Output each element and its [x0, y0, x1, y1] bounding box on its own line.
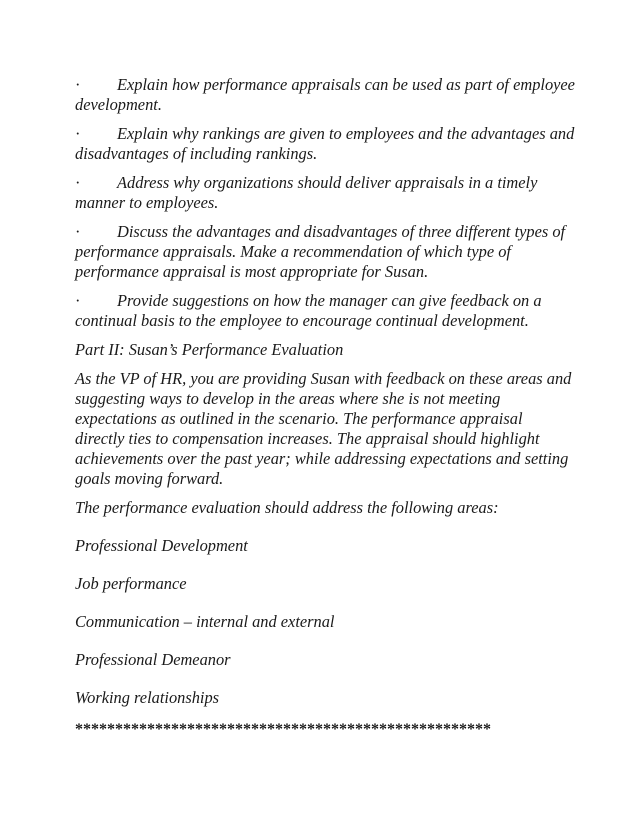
- area-item: Professional Development: [75, 536, 248, 555]
- bullet-text: Address why organizations should deliver appraisals in a timely manner to employees.: [75, 173, 538, 212]
- area-item: Professional Demeanor: [75, 650, 231, 669]
- bullet-text: Explain why rankings are given to employees and the advantages and disadvantages of including rankings.: [75, 124, 575, 163]
- bullet-text: Provide suggestions on how the manager can give feedback on a continual basis to the employee to encourage continual development.: [75, 291, 542, 330]
- bullet-item: [75, 222, 575, 282]
- bullet-marker: ·: [75, 222, 81, 241]
- bullet-marker: ·: [75, 291, 81, 310]
- bullet-text: Explain how performance appraisals can be used as part of employee development.: [75, 75, 575, 114]
- bullet-marker: ·: [75, 124, 81, 143]
- body-paragraph: As the VP of HR, you are providing Susan with feedback on these areas and suggesting ways to develop in the areas where she is not meeting expectations as outlined in the scenario. The performance appraisal directly ties to compensation increases. The appraisal should highlight achievements over the past year; while addressing expectations and setting goals moving forward.: [75, 369, 572, 488]
- areas-intro: The performance evaluation should address the following areas:: [75, 498, 499, 517]
- bullet-marker: ·: [75, 75, 81, 94]
- bullet-item: [75, 291, 575, 331]
- bullet-item: [75, 173, 575, 213]
- bullet-item: [75, 124, 575, 164]
- bullet-item: [75, 75, 575, 115]
- part-heading: Part II: Susan’s Performance Evaluation: [75, 340, 344, 359]
- bullet-marker: ·: [75, 173, 81, 192]
- bullet-text: Discuss the advantages and disadvantages of three different types of performance appraisals. Make a recommendation of which type of performance appraisal is most appropriate for Susan.: [75, 222, 566, 281]
- area-item: Communication – internal and external: [75, 612, 335, 631]
- area-item: Working relationships: [75, 688, 220, 707]
- separator-line: ****************************************************: [75, 721, 491, 738]
- area-item: Job performance: [75, 574, 187, 593]
- document-page: [75, 75, 575, 740]
